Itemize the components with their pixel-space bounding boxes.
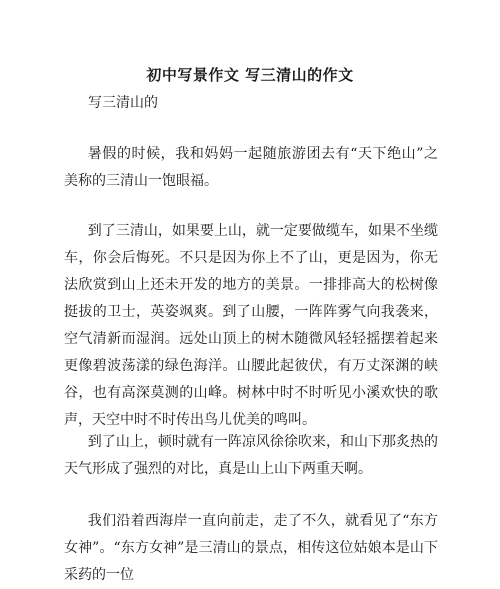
- document-title: 初中写景作文 写三清山的作文: [146, 66, 354, 84]
- paragraph-goddess: 我们沿着西海岸一直向前走，走了不久，就看见了“东方女神”。“东方女神”是三清山的景点，相传这位姑娘本是山下采药的一位: [64, 513, 438, 583]
- paragraph-cable-car: 到了三清山，如果要上山，就一定要做缆车，如果不坐缆车，你会后悔死。不只是因为你上不了山，更是因为，你无法欣赏到山上还未开发的地方的美景。一排排高大的松树像挺拔的卫士，英姿飒爽。到了山腰，一阵阵雾气向我袭来，空气清新而湿润。远处山顶上的树木随微风轻轻摇摆着起来更像碧波荡漾的绿色海洋。山腰此起彼伏，有万丈深渊的峡谷，也有高深莫测的山峰。树林中时不时听见小溪欢快的歌声，天空中时不时传出鸟儿优美的鸣叫。: [64, 223, 438, 428]
- paragraph-intro: 暑假的时候，我和妈妈一起随旅游团去有“天下绝山”之美称的三清山一饱眼福。: [64, 146, 438, 189]
- paragraph-mountain-top: 到了山上，顿时就有一阵凉风徐徐吹来，和山下那炙热的天气形成了强烈的对比，真是山上山下两重天啊。: [64, 434, 438, 477]
- page-bottom-edge: [0, 560, 500, 566]
- document-subtitle: 写三清山的: [88, 95, 158, 111]
